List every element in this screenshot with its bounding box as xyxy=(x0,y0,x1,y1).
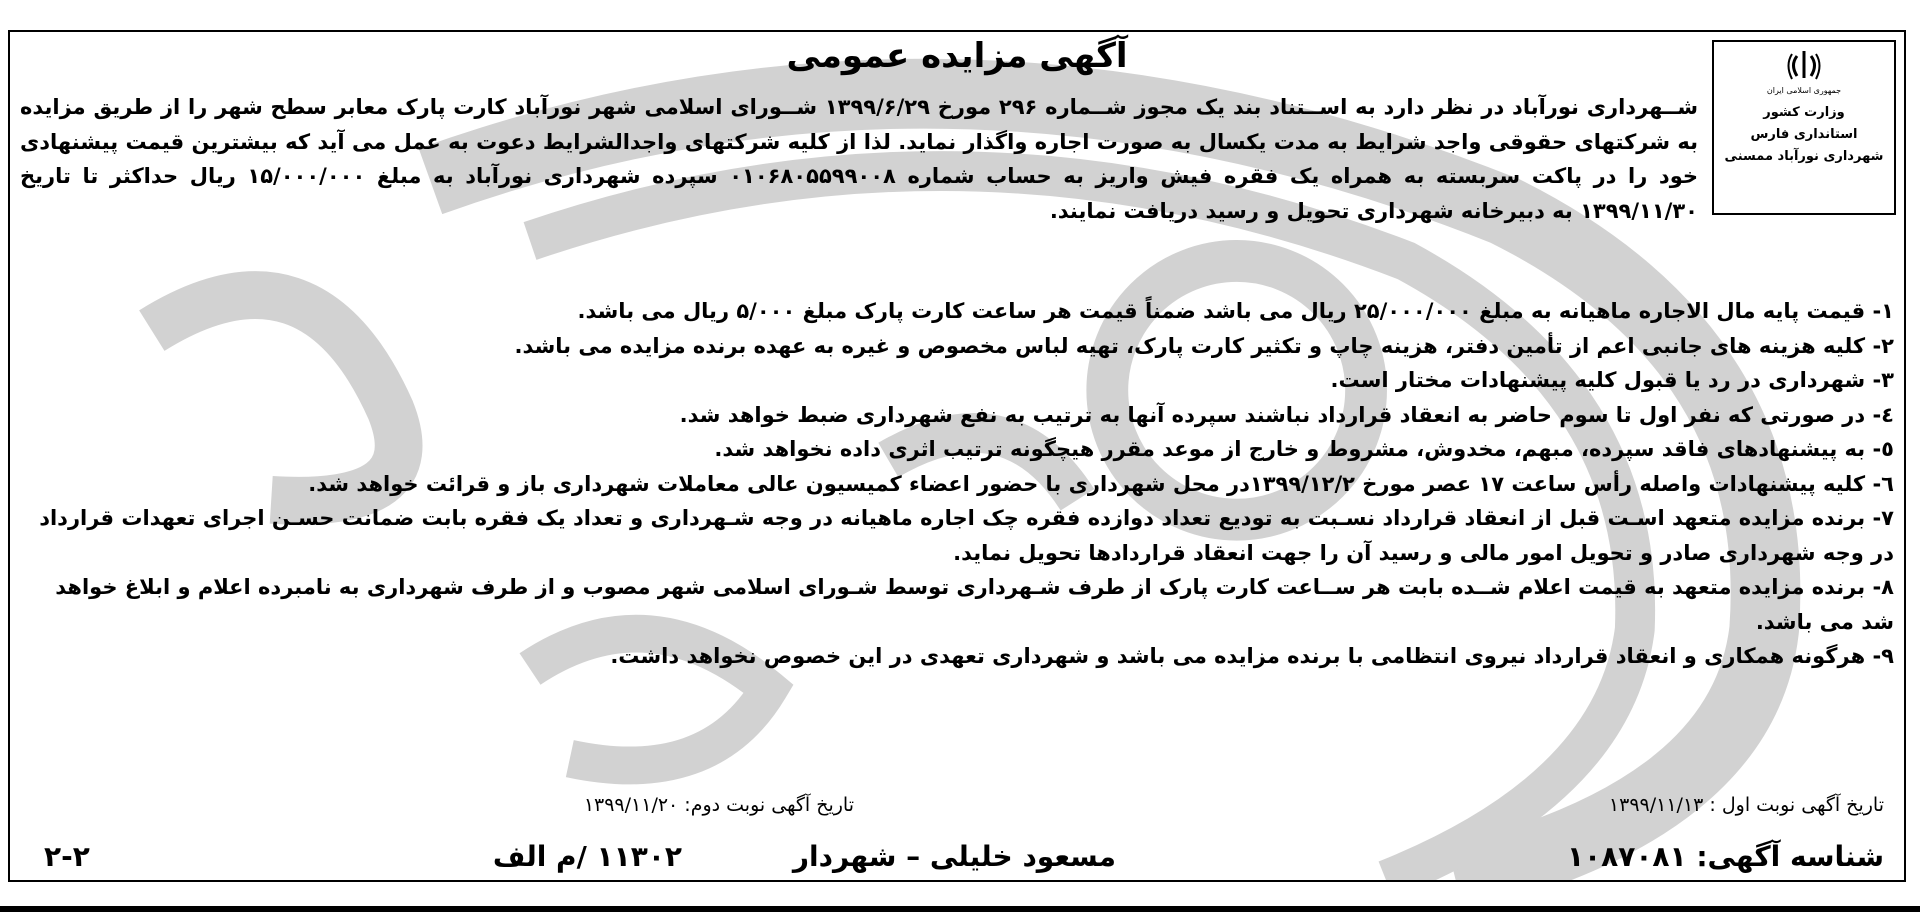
page-number: ۲-۲ xyxy=(44,840,90,873)
term-item: ۱- قیمت پایه مال الاجاره ماهیانه به مبلغ ۲۵/۰۰۰/۰۰۰ ریال می باشد ضمناً قیمت هر ساعت کارت پارک مبلغ ۵/۰۰۰ ریال می باشد. xyxy=(577,299,1894,323)
bottom-divider xyxy=(0,906,1920,912)
second-publication-date: تاریخ آگهی نوبت دوم: ۱۳۹۹/۱۱/۲۰ xyxy=(583,794,854,816)
mayor-signature: مسعود خلیلی – شهردار xyxy=(792,840,1116,873)
ministry-name: وزارت کشور xyxy=(1763,105,1845,120)
term-item: ٤- در صورتی که نفر اول تا سوم حاضر به انعقاد قرارداد نباشند سپرده آنها به ترتیب به نفع شهرداری ضبط خواهد شد. xyxy=(679,402,1894,427)
ad-identifier: شناسه آگهی: ۱۰۸۷۰۸۱ xyxy=(1566,840,1884,873)
term-item: ۷- برنده مزایده متعهد اسـت قبل از انعقاد قرارداد نسـبت به تودیع تعداد دوازده فقره چک اجاره ماهیانه در وجه شـهرداری و تعداد یک فقره بابت ضمانت حسـن اجرای تعهدات قرارداد در وجه شهرداری صادر و تحویل امور مالی و رسید آن را جهت انعقاد قراردادها تحویل نماید. xyxy=(39,506,1894,565)
emblem-caption: جمهوری اسلامی ایران xyxy=(1766,86,1842,95)
notice-frame xyxy=(8,30,1906,882)
notice-title: آگهی مزایده عمومی xyxy=(786,36,1128,76)
municipality-name: شهرداری نورآباد ممسنی xyxy=(1724,149,1884,164)
term-item: ۲- کلیه هزینه های جانبی اعم از تأمین دفتر، هزینه چاپ و تکثیر کارت پارک، تهیه لباس مخصوص و غیره به عهده برنده مزایده می باشد. xyxy=(514,333,1894,358)
term-item: ۸- برنده مزایده متعهد به قیمت اعلام شــده بابت هر ســاعت کارت پارک از طرف شـهرداری توسط شـورای اسلامی شهر مصوب و از طرف شهرداری به نامبرده اعلام و ابلاغ خواهد شد می باشد. xyxy=(55,575,1894,634)
notice-intro: شــهرداری نورآباد در نظر دارد به اســتناد بند یک مجوز شــماره ۲۹۶ مورخ ۱۳۹۹/۶/۲۹ شــورای اسلامی شهر نورآباد کارت پارک معابر سطح شهر را از طریق مزایده به شرکتهای حقوقی واجد شرایط به مدت یکسال به صورت اجاره واگذار نماید. لذا از کلیه شرکتهای واجدالشرایط دعوت به عمل می آید که بیشترین قیمت پیشنهادی خود را در پاکت سربسته به همراه یک فقره فیش واریز به حساب شماره ۰۱۰۶۸۰۵۵۹۹۰۰۸ سپرده شهرداری نورآباد به مبلغ ۱۵/۰۰۰/۰۰۰ ریال حداکثر تا تاریخ ۱۳۹۹/۱۱/۳۰ به دبیرخانه شهرداری تحویل و رسید دریافت نمایند. xyxy=(20,95,1699,223)
term-item: ۹- هرگونه همکاری و انعقاد قرارداد نیروی انتظامی با برنده مزایده می باشد و شهرداری تعهدی در این خصوص نخواهد داشت. xyxy=(610,644,1894,668)
reference-code: ۱۱۳۰۲ /م الف xyxy=(492,840,682,873)
notice-footer xyxy=(10,840,1904,878)
notice-terms-list xyxy=(20,294,1894,674)
term-item: ۳- شهرداری در رد یا قبول کلیه پیشنهادات مختار است. xyxy=(1330,368,1894,392)
term-item: ٦- کلیه پیشنهادات واصله رأس ساعت ۱۷ عصر مورخ ۱۳۹۹/۱۲/۲در محل شهرداری با حضور اعضاء کمیسیون عالی معاملات شهرداری باز و قرائت خواهد شد. xyxy=(308,471,1894,496)
first-publication-date: تاریخ آگهی نوبت اول : ۱۳۹۹/۱۱/۱۳ xyxy=(1608,794,1884,816)
publication-dates xyxy=(10,794,1904,824)
governorate-name: استانداری فارس xyxy=(1750,127,1858,142)
term-item: ٥- به پیشنهادهای فاقد سپرده، مبهم، مخدوش، مشروط و خارج از موعد مقرر هیچگونه ترتیب اثری داده نخواهد شد. xyxy=(714,437,1894,461)
